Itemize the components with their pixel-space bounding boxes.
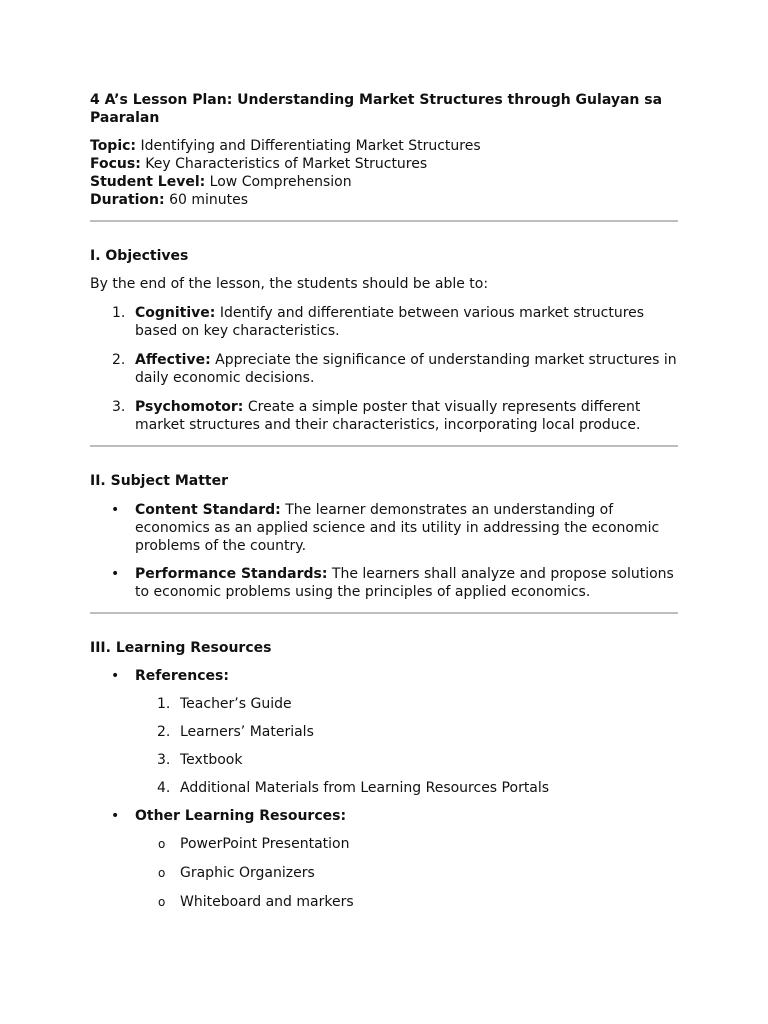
- list-item: [135, 779, 678, 797]
- meta-focus-value: Key Characteristics of Market Structures: [140, 156, 428, 172]
- circle-bullet-icon: o: [158, 895, 166, 909]
- circle-bullet-icon: o: [158, 837, 166, 851]
- item-label: Cognitive:: [135, 305, 216, 321]
- meta-duration: [90, 191, 678, 209]
- bullet-icon: •: [111, 668, 120, 684]
- item-text: The learner demonstrates an understanding of economics as an applied science and its utility in addressing the economic problems of the country.: [135, 502, 660, 554]
- references-list: [135, 695, 678, 797]
- item-label: Affective:: [135, 352, 211, 368]
- meta-level-label: Student Level:: [90, 174, 206, 190]
- item-label: Performance Standards:: [135, 566, 328, 582]
- meta-level-value: Low Comprehension: [205, 174, 352, 190]
- resources-list: [90, 667, 678, 911]
- meta-topic-label: Topic:: [90, 138, 137, 154]
- list-item: [90, 565, 678, 601]
- item-text: PowerPoint Presentation: [180, 836, 350, 852]
- subject-matter-list: [90, 501, 678, 601]
- list-item: [135, 864, 678, 882]
- list-number: 2.: [112, 352, 126, 368]
- objectives-intro: By the end of the lesson, the students should be able to:: [90, 276, 489, 292]
- item-text: Appreciate the significance of understanding market structures in daily economic decisions.: [135, 352, 677, 386]
- section-heading-resources: III. Learning Resources: [90, 640, 272, 656]
- divider: [90, 612, 678, 614]
- bullet-icon: •: [111, 808, 120, 824]
- list-item: [90, 501, 678, 555]
- meta-focus: [90, 155, 678, 173]
- item-text: Whiteboard and markers: [180, 894, 354, 910]
- section-heading-objectives: I. Objectives: [90, 248, 189, 264]
- item-text: Identify and differentiate between various market structures based on key characteristics.: [135, 305, 645, 339]
- lesson-meta: [90, 137, 678, 209]
- list-item-other-resources: [90, 807, 678, 911]
- list-item: [135, 893, 678, 911]
- item-text: Teacher’s Guide: [180, 696, 292, 712]
- item-text: Textbook: [180, 752, 243, 768]
- document-title: 4 A’s Lesson Plan: Understanding Market Structures through Gulayan sa Paaralan: [90, 92, 663, 126]
- list-number: 3.: [157, 752, 171, 768]
- list-item: [135, 835, 678, 853]
- meta-level: [90, 173, 678, 191]
- list-item: [90, 398, 678, 434]
- list-item: [135, 695, 678, 713]
- bullet-icon: •: [111, 502, 120, 518]
- list-item-references: [90, 667, 678, 797]
- meta-focus-label: Focus:: [90, 156, 141, 172]
- list-number: 3.: [112, 399, 126, 415]
- meta-duration-label: Duration:: [90, 192, 165, 208]
- objectives-list: [90, 304, 678, 434]
- list-number: 4.: [157, 780, 171, 796]
- item-text: Additional Materials from Learning Resources Portals: [180, 780, 550, 796]
- list-item: [90, 304, 678, 340]
- item-label: Content Standard:: [135, 502, 281, 518]
- item-text: The learners shall analyze and propose solutions to economic problems using the principles of applied economics.: [135, 566, 674, 600]
- document-page: [90, 91, 678, 922]
- section-heading-subject-matter: II. Subject Matter: [90, 473, 229, 489]
- list-item: [90, 351, 678, 387]
- list-number: 2.: [157, 724, 171, 740]
- list-item: [135, 751, 678, 769]
- list-number: 1.: [157, 696, 171, 712]
- meta-topic: [90, 137, 678, 155]
- item-label: Psychomotor:: [135, 399, 244, 415]
- circle-bullet-icon: o: [158, 866, 166, 880]
- meta-topic-value: Identifying and Differentiating Market Structures: [136, 138, 481, 154]
- list-item: [135, 723, 678, 741]
- item-label: Other Learning Resources:: [135, 808, 347, 824]
- bullet-icon: •: [111, 566, 120, 582]
- divider: [90, 220, 678, 222]
- item-text: Graphic Organizers: [180, 865, 315, 881]
- divider: [90, 445, 678, 447]
- meta-duration-value: 60 minutes: [164, 192, 249, 208]
- item-text: Learners’ Materials: [180, 724, 314, 740]
- item-text: Create a simple poster that visually represents different market structures and their characteristics, incorporating local produce.: [135, 399, 641, 433]
- item-label: References:: [135, 668, 229, 684]
- list-number: 1.: [112, 305, 126, 321]
- other-resources-list: [135, 835, 678, 911]
